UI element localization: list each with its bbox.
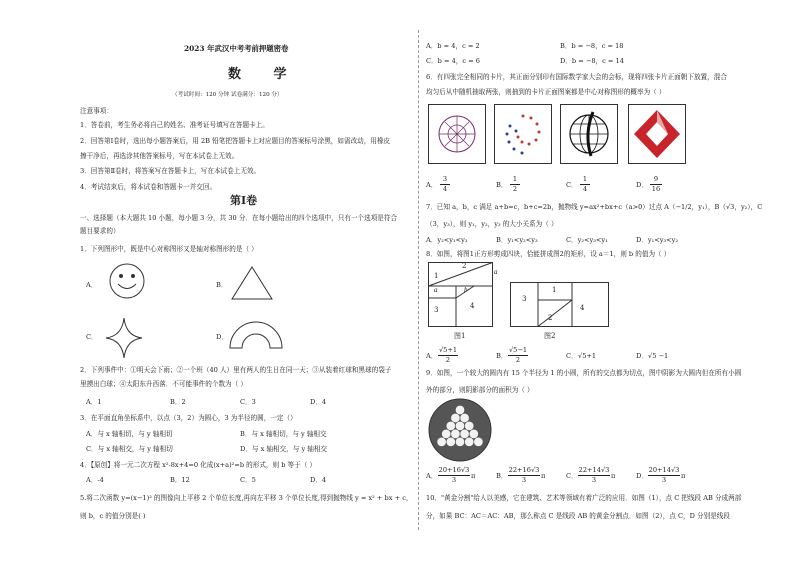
section1-line1: 一、选择题（本大题共 10 小题，每小题 3 分，共 30 分．在每小题给出的四个选项中，只有一个选项是符合 — [80, 214, 398, 222]
fig1-label-b: b — [464, 286, 468, 294]
q6-line1: 6．有四张完全相同的卡片，其正面分别印有国际数学家大会的会标，现将四张卡片正面朝下放置，混合 — [426, 73, 727, 81]
q5-line1: 5.将二次函数 y=(x−1)² 的图像向上平移 2 个单位长度,再向左平移 3 个单位长度,得到抛物线 y = x² + bx + c， — [80, 494, 413, 502]
fig1-label-3: 3 — [434, 306, 439, 314]
section1-line2: 题目要求的） — [80, 227, 120, 235]
q6-frac-d — [650, 175, 662, 194]
q3-stem: 3．在平面直角坐标系中，以点（3，2）为圆心，3 为半径的圆，一定（） — [80, 414, 297, 422]
note-4: 4．考试结束后，将本试卷和答题卡一并交回。 — [80, 183, 217, 191]
q3-option-d: D．与 x 轴相交，与 y 轴相交 — [240, 445, 328, 453]
fig1-label-2: 2 — [462, 262, 467, 270]
q5-option-a: A．b = 4，c = 2 — [426, 42, 480, 50]
q6-frac-a-den: 4 — [440, 184, 450, 194]
q5-option-b: B．b = −8，c = 18 — [560, 42, 624, 50]
figure-2-caption: 图2 — [544, 332, 556, 340]
notes-title: 注意事项： — [80, 107, 113, 115]
exam-title: 2023 年武汉中考考前押题密卷 — [184, 44, 289, 53]
note-2: 2．回答第Ⅰ卷时，选出每小题答案后，用 2B 铅笔把答题卡上对应题目的答案标号涂黑，如需改动，用橡皮 — [80, 137, 391, 145]
q8-stem: 8．如图，将图1正方形剪成四块，恰能拼成图2的矩形，设 a＝1，则 b 的值为（ ） — [426, 250, 671, 258]
q4-stem: 4．【原创】将一元二次方程 x²-8x+4=0 化成(x+a)²=b 的形式，则 b 等于（ ） — [80, 461, 316, 469]
q1-label-a: A． — [86, 281, 98, 289]
fig2-label-4: 4 — [580, 304, 585, 312]
q6-frac-d-den: 16 — [651, 184, 661, 193]
q8-val-b-den: 2 — [508, 355, 528, 365]
q8-val-b — [508, 346, 528, 365]
q5-option-d: D．b = −8，c = 14 — [560, 57, 624, 65]
q7-option-c: C．y₂<y₃<y₁ — [566, 236, 608, 244]
q8-val-a-num: √5+1 — [438, 346, 458, 354]
small-circle — [460, 413, 469, 422]
q10-line1: 10．"黄金分割"给人以美感，它在建筑、艺术等领域有着广泛的应用．如图（1），点 C 把线段 AB 分成两部 — [426, 494, 742, 502]
q9-val-a-den: 3 — [438, 475, 470, 485]
q8-val-c: √5+1 — [578, 352, 597, 360]
q7-line2: （3，y₃），则 y₁，y₂，y₃ 的大小关系为（ ） — [426, 220, 558, 228]
fig2-label-1: 1 — [552, 286, 557, 294]
column-divider — [418, 30, 419, 530]
q7-line1: 7．已知 a，b，c 满足 a+b=c，b+c=2b，抛物线 y=ax²+bx+c（a>0）过点 A（−1/2，y₁），B（√3，y₂），C — [426, 203, 763, 211]
q6-option-b: B． — [496, 181, 508, 189]
q8-option-d: D． — [636, 352, 648, 360]
q7-option-d: D．y₁<y₃<y₂ — [636, 236, 679, 244]
volume-title: 第Ⅰ卷 — [230, 194, 258, 207]
note-3: 3．回答第Ⅱ卷时，将答案写在答题卡上，写在本试卷上无效。 — [80, 167, 261, 175]
q6-option-c: C． — [566, 181, 578, 189]
fig1-label-1: 1 — [434, 272, 439, 280]
q9-val-d-num: 20+14√3 — [648, 466, 680, 474]
q9-val-c-den: 3 — [578, 475, 610, 485]
q3-option-c: C．与 x 轴相交，与 y 轴相切 — [86, 445, 173, 453]
left-column — [80, 0, 415, 562]
q2-option-b: B．2 — [170, 398, 186, 406]
four-point-star-figure — [104, 316, 144, 360]
right-column — [424, 0, 769, 562]
q1-label-d: D． — [216, 333, 228, 341]
q6-frac-b-num: 1 — [512, 175, 518, 183]
q9-pi-c: π — [611, 472, 616, 480]
q6-frac-c — [580, 175, 590, 194]
fig1-label-4: 4 — [470, 302, 475, 310]
small-circle — [446, 437, 455, 446]
q7-option-a: A．y₂<y₁<y₃ — [426, 236, 468, 244]
q9-val-b-num: 22+16√3 — [508, 466, 540, 474]
q6-frac-c-num: 1 — [582, 175, 588, 183]
exam-info: （考试时间：120 分钟 试卷满分：120 分） — [172, 92, 283, 98]
q5-line2: 则 b，c 的值分别是( ) — [80, 512, 146, 520]
small-circle — [474, 437, 483, 446]
q6-frac-a — [440, 175, 450, 194]
q6-frac-b — [510, 175, 520, 194]
small-circle — [437, 437, 446, 446]
fig1-label-a-side: a — [494, 268, 498, 276]
card-1-logo-icon — [428, 104, 486, 164]
q8-val-a-den: 2 — [438, 355, 458, 365]
card-2-spiral-icon — [494, 104, 552, 164]
q6-option-d: D． — [636, 181, 648, 189]
arch-figure — [228, 320, 284, 350]
small-circle — [455, 405, 464, 414]
q10-line2: 分，如果 BC：AC＝AC：AB，那么称点 C 是线段 AB 的黄金分割点．如图（2），点 C，D 分别是线段 — [426, 512, 730, 520]
q6-frac-d-num: 9 — [653, 175, 659, 183]
note-1: 1．答卷前，考生务必将自己的姓名、准考证号填写在答题卡上。 — [80, 121, 269, 129]
q9-val-d — [648, 466, 680, 485]
q6-frac-b-den: 2 — [510, 184, 520, 194]
small-circle — [465, 421, 474, 430]
fig1-label-a: a — [434, 286, 438, 294]
small-circle — [469, 429, 478, 438]
q9-val-a-num: 20+16√3 — [438, 466, 470, 474]
q2-option-a: A．1 — [86, 398, 102, 406]
q1-label-b: B． — [216, 281, 228, 289]
q9-pi-d: π — [681, 472, 686, 480]
q8-val-b-num: √5−1 — [508, 346, 528, 354]
q9-val-a — [438, 466, 470, 485]
q9-val-c-num: 22+14√3 — [578, 466, 610, 474]
small-circle — [465, 437, 474, 446]
q6-frac-c-den: 4 — [580, 184, 590, 194]
q2-option-c: C．3 — [240, 398, 256, 406]
q9-val-b-den: 3 — [508, 475, 540, 485]
q9-pi-a: π — [471, 472, 476, 480]
q9-line1: 9．如图，一个较大的圆内有 15 个半径为 1 的小圆，所有的交点都为切点，图中阴影为大圆内但在所有小圆 — [426, 369, 742, 377]
q6-frac-a-num: 3 — [442, 175, 448, 183]
q2-line1: 2．下列事件中：①明天会下雨；②一个班（40 人）里有两人的生日在同一天；③从装着红球和黑球的袋子 — [80, 366, 392, 374]
q8-option-a: A． — [426, 352, 438, 360]
q4-option-a: A．-4 — [86, 476, 104, 484]
small-circle — [460, 429, 469, 438]
q6-line2: 均匀后从中随机抽取两张，则抽到的卡片正面图案都是中心对称图形的概率为（ ） — [426, 88, 666, 96]
q9-option-d: D． — [636, 472, 648, 480]
small-circle — [455, 437, 464, 446]
q4-option-d: D．4 — [310, 476, 327, 484]
q2-line2: 里摸出白球；④太阳东升西落．不可能事件的个数为（ ） — [80, 380, 247, 388]
card-3-globe-icon — [560, 104, 618, 164]
q3-option-b: B．与 x 轴相切，与 y 轴相交 — [240, 430, 327, 438]
figure-1-caption: 图1 — [454, 332, 466, 340]
small-circle — [451, 413, 460, 422]
small-circle — [442, 429, 451, 438]
figure-2-rectangle — [510, 282, 610, 330]
q6-option-a: A． — [426, 181, 438, 189]
q8-val-d: √5 −1 — [648, 352, 669, 360]
q9-option-c: C． — [566, 472, 578, 480]
q9-val-c — [578, 466, 610, 485]
q4-option-b: B．12 — [170, 476, 190, 484]
smiley-face-figure — [108, 262, 146, 300]
q7-option-b: B．y₁<y₂<y₃ — [496, 236, 538, 244]
fig2-label-3: 3 — [522, 295, 527, 303]
q4-option-c: C．5 — [240, 476, 256, 484]
q9-option-a: A． — [426, 472, 438, 480]
small-circle — [446, 421, 455, 430]
q9-val-b — [508, 466, 540, 485]
small-circle — [451, 429, 460, 438]
q8-option-b: B． — [496, 352, 508, 360]
q1-label-c: C． — [86, 333, 98, 341]
fig2-label-2: 2 — [548, 314, 553, 322]
small-circle — [455, 421, 464, 430]
q9-line2: 外的部分，则阴影部分的面积为（ ） — [426, 386, 534, 394]
q9-option-b: B． — [496, 472, 508, 480]
q8-val-a — [438, 346, 458, 365]
q9-circles-figure — [428, 398, 492, 462]
note-2b: 擦干净后，再选涂其他答案标号，写在本试卷上无效。 — [80, 152, 239, 160]
q5-option-c: C．b = 4，c = 6 — [426, 57, 480, 65]
q8-option-c: C． — [566, 352, 578, 360]
q3-option-a: A．与 x 轴相切，与 y 轴相切 — [86, 430, 173, 438]
q1-stem: 1．下列图形中，既是中心对称图形又是轴对称图形的是（ ） — [80, 245, 258, 253]
q9-val-d-den: 3 — [648, 475, 680, 485]
triangle-figure — [230, 265, 274, 303]
card-4-square-logo-icon — [628, 104, 686, 164]
q9-pi-b: π — [541, 472, 546, 480]
subject-title: 数 学 — [228, 67, 301, 82]
q2-option-d: D．4 — [310, 398, 327, 406]
